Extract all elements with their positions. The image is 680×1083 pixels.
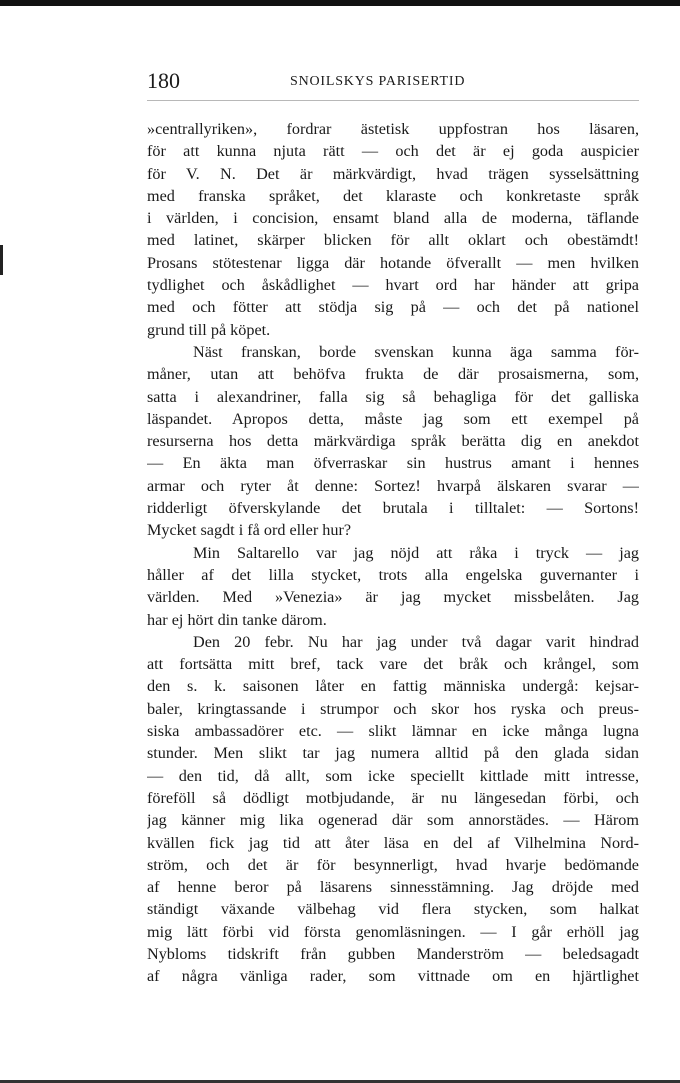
- text-line: läspandet. Apropos detta, måste jag som ett exempel på: [147, 409, 639, 428]
- page-number: 180: [147, 68, 180, 93]
- text-line: Min Saltarello var jag nöjd att råka i tryck — jag: [193, 543, 639, 562]
- text-line: i världen, i concision, ensamt bland alla de moderna, täflande: [147, 209, 639, 228]
- text-line: — En äkta man öfverraskar sin hustrus amant i hennes: [147, 454, 639, 473]
- text-line: ridderligt öfverskylande det brutala i tilltalet: — Sortons!: [147, 499, 639, 518]
- text-line: — den tid, då allt, som icke speciellt kittlade mitt intresse,: [147, 766, 639, 785]
- text-line: den s. k. saisonen låter en fattig människa undergå: kejsar-: [147, 677, 639, 696]
- text-line: för att kunna njuta rätt — och det är ej goda auspicier: [147, 142, 639, 161]
- text-line: Näst franskan, borde svenskan kunna äga samma för-: [193, 342, 639, 361]
- text-line: satta i alexandriner, falla sig så behagliga för det galliska: [147, 387, 639, 406]
- text-line: Mycket sagdt i få ord eller hur?: [147, 521, 352, 540]
- text-line: baler, kringtassande i strumpor och skor hos ryska och preus-: [147, 699, 639, 718]
- text-line: att fortsätta mitt bref, tack vare det bråk och krångel, som: [147, 655, 639, 674]
- text-line: ström, och det är för besynnerligt, hvad hvarje bedömande: [147, 855, 639, 874]
- text-line: »centrallyriken», fordrar ästetisk uppfostran hos läsaren,: [147, 120, 639, 138]
- text-line: håller af det lilla stycket, trots alla engelska guvernanter i: [147, 565, 639, 584]
- text-line: måner, utan att behöfva frukta de där prosaismerna, som,: [147, 365, 639, 384]
- text-line: ständigt växande välbehag vid flera stycken, som halkat: [147, 900, 639, 919]
- text-line: Den 20 febr. Nu har jag under två dagar varit hindrad: [193, 632, 639, 651]
- text-line: grund till på köpet.: [147, 320, 271, 339]
- text-line: mig lätt förbi vid första genomläsningen. — I går erhöll jag: [147, 922, 639, 941]
- text-line: armar och ryter åt denne: Sortez! hvarpå älskaren svarar —: [147, 476, 639, 495]
- body-text: [147, 118, 639, 988]
- header-rule: [147, 100, 639, 101]
- text-line: föreföll så dödligt motbjudande, är nu längesedan förbi, och: [147, 788, 639, 807]
- running-title: SNOILSKYS PARISERTID: [290, 74, 466, 89]
- text-line: siska ambassadörer etc. — slikt lämnar en icke många lugna: [147, 722, 639, 741]
- text-line: af några vänliga rader, som vittnade om en hjärtlighet: [147, 967, 639, 986]
- text-line: resurserna hos detta märkvärdiga språk berätta dig en anekdot: [147, 432, 639, 451]
- text-line: med och fötter att stödja sig på — och det på nationel: [147, 298, 639, 317]
- text-line: med latinet, skärper blicken för allt oklart och obestämdt!: [147, 231, 639, 250]
- margin-mark: [0, 245, 3, 275]
- text-line: med franska språket, det klaraste och konkretaste språk: [147, 186, 639, 205]
- text-line: tydlighet och åskådlighet — hvart ord har händer att gripa: [147, 276, 639, 295]
- text-line: för V. N. Det är märkvärdigt, hvad trägen sysselsättning: [147, 164, 639, 183]
- page-header: [147, 68, 639, 94]
- text-line: jag känner mig lika ogenerad där som annorstädes. — Härom: [147, 811, 639, 830]
- text-line: världen. Med »Venezia» är jag mycket missbelåten. Jag: [147, 588, 639, 607]
- text-line: Nybloms tidskrift från gubben Manderström — beledsagadt: [147, 944, 639, 963]
- text-line: kvällen fick jag tid att åter läsa en del af Vilhelmina Nord-: [147, 833, 639, 852]
- text-line: stunder. Men slikt tar jag numera alltid på den glada sidan: [147, 744, 639, 763]
- text-line: har ej hört din tanke därom.: [147, 610, 327, 629]
- text-line: Prosans stötestenar ligga där hotande öfverallt — men hvilken: [147, 253, 639, 272]
- text-line: af henne beror på läsarens sinnesstämning. Jag dröjde med: [147, 878, 639, 897]
- top-border: [0, 0, 680, 6]
